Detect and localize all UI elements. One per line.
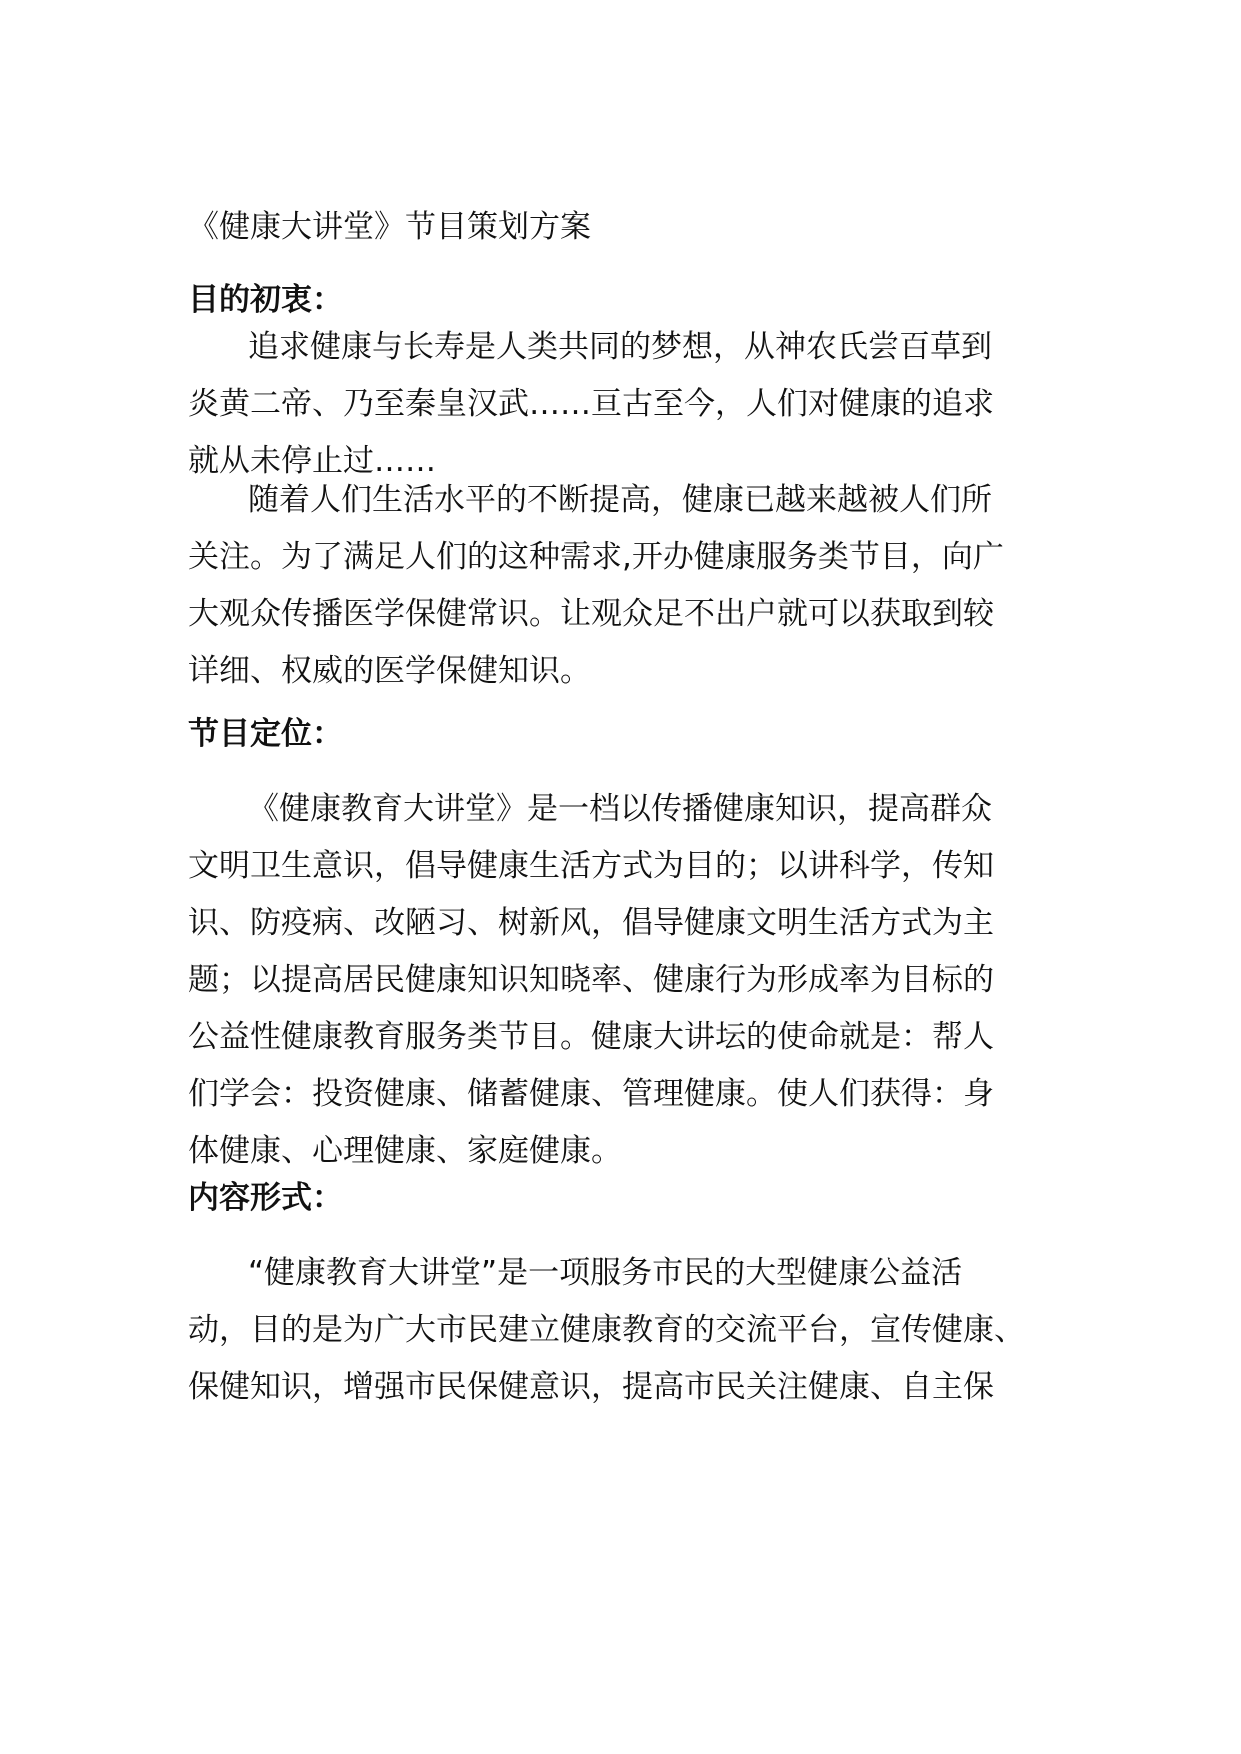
document-title: 《健康大讲堂》节目策划方案 [188,209,591,245]
text-line: 文明卫生意识，倡导健康生活方式为目的；以讲科学，传知 [188,848,994,884]
text-line: “健康教育大讲堂”是一项服务市民的大型健康公益活 [248,1255,963,1291]
text-line: 追求健康与长寿是人类共同的梦想，从神农氏尝百草到 [248,329,992,365]
text-line: 题；以提高居民健康知识知晓率、健康行为形成率为目标的 [188,962,994,998]
text-line: 们学会：投资健康、储蓄健康、管理健康。使人们获得：身 [188,1076,994,1112]
text-line: 体健康、心理健康、家庭健康。 [188,1133,622,1169]
text-line: 《健康教育大讲堂》是一档以传播健康知识，提高群众 [248,791,992,827]
text-line: 关注。为了满足人们的这种需求,开办健康服务类节目，向广 [188,539,1004,575]
text-line: 大观众传播医学保健常识。让观众足不出户就可以获取到较 [188,596,994,632]
paragraph-purpose-2 [188,472,1068,700]
text-line: 保健知识，增强市民保健意识，提高市民关注健康、自主保 [188,1369,994,1405]
section-heading-purpose: 目的初衷： [188,282,343,318]
paragraph-positioning-1 [188,781,1068,1180]
text-line: 公益性健康教育服务类节目。健康大讲坛的使命就是：帮人 [188,1019,994,1055]
text-line: 炎黄二帝、乃至秦皇汉武……亘古至今，人们对健康的追求 [188,386,994,422]
text-line: 详细、权威的医学保健知识。 [188,653,591,689]
section-heading-content-format: 内容形式： [188,1180,343,1216]
section-heading-positioning: 节目定位： [188,716,343,752]
text-line: 就从未停止过…… [188,443,436,479]
text-line: 随着人们生活水平的不断提高，健康已越来越被人们所 [248,482,992,518]
paragraph-content-format-1 [188,1245,1068,1416]
text-line: 动，目的是为广大市民建立健康教育的交流平台，宣传健康、 [188,1312,1025,1348]
text-line: 识、防疫病、改陋习、树新风，倡导健康文明生活方式为主 [188,905,994,941]
paragraph-purpose-1 [188,319,1068,490]
